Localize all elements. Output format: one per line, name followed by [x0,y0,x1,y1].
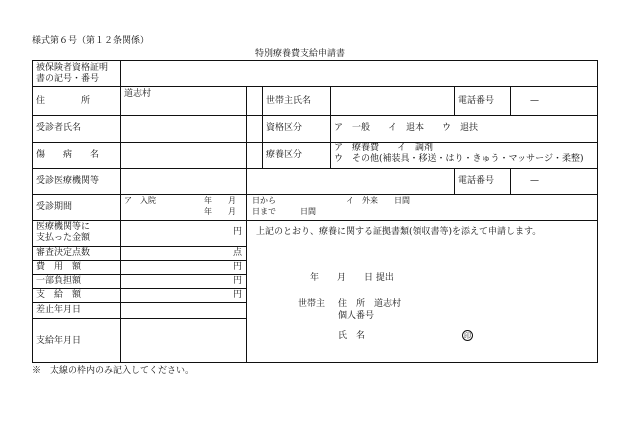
phone-value-1[interactable]: — [530,96,539,106]
row-line [32,318,246,319]
paid-label-1: 医療機関等に [36,222,91,232]
paid-label-2: 支払った金額 [36,233,91,243]
applicant-name-label: 氏 名 [338,331,366,341]
row-line [32,246,246,247]
seal-icon: 印 [464,332,471,340]
care-type-option-1[interactable]: ア 療養費 イ 調剤 [334,143,434,153]
row-line [32,220,598,221]
period-outpatient[interactable]: イ 外来 日間 [346,196,410,205]
insured-id-label-2: 書の記号・番号 [36,74,100,84]
col-line [454,86,455,115]
cost-label: 費 用 額 [36,262,82,272]
row-line [32,302,246,303]
points-label: 審査決定点数 [36,248,91,258]
disease-label: 傷 病 名 [36,150,100,160]
personal-number-label: 個人番号 [338,311,375,321]
head-label: 世帯主 [298,299,326,309]
applicant-address[interactable]: 住 所 道志村 [338,299,402,309]
col-line [510,86,511,115]
row-line [32,142,598,143]
form-number: 様式第６号（第１２条関係） [32,36,150,46]
col-line [246,86,247,363]
row-line [32,86,598,87]
payment-label: 支 給 額 [36,290,82,300]
footnote: ※ 太線の枠内のみ記入してください。 [32,366,195,376]
col-line [262,86,263,142]
payment-unit: 円 [233,290,243,300]
points-unit: 点 [233,248,243,258]
submit-date[interactable]: 年 月 日 提出 [310,273,394,283]
col-line [510,168,511,194]
period-to[interactable]: 年 月 日まで 日間 [204,207,316,216]
col-line [120,60,121,363]
address-label: 住 所 [36,96,91,106]
row-line [32,274,246,275]
row-line [32,115,598,116]
insured-id-label-1: 被保険者資格証明 [36,63,109,73]
row-line [32,288,246,289]
care-type-label: 療養区分 [266,150,303,160]
phone-label-2: 電話番号 [458,176,495,186]
period-inpatient[interactable]: ア 入院 [124,196,156,205]
head-name-label: 世帯主氏名 [266,96,312,106]
row-line [32,194,598,195]
phone-value-2[interactable]: — [530,176,539,186]
application-statement: 上記のとおり、療養に関する証拠書類(領収書等)を添えて申請します。 [256,227,542,237]
paid-unit: 円 [233,227,243,237]
eligibility-options[interactable]: ア 一般 イ 退本 ウ 退扶 [334,123,479,133]
period-label: 受診期間 [36,202,73,212]
col-line [262,142,263,168]
form-title: 特別療養費支給申請書 [255,49,346,59]
institution-label: 受診医療機関等 [36,176,100,186]
cost-unit: 円 [233,262,243,272]
address-value[interactable]: 道志村 [124,89,152,99]
col-line [330,86,331,142]
phone-label-1: 電話番号 [458,96,495,106]
col-line [454,168,455,194]
care-type-option-2[interactable]: ウ その他(補装具・移送・はり・きゅう・マッサージ・柔整) [334,154,584,164]
copay-label: 一部負担額 [36,276,82,286]
copay-unit: 円 [233,276,243,286]
row-line [32,260,246,261]
col-line [330,142,331,168]
stop-date-label: 差止年月日 [36,305,82,315]
row-line [32,168,598,169]
period-from[interactable]: 年 月 日から [204,196,276,205]
patient-name-label: 受診者氏名 [36,123,82,133]
eligibility-label: 資格区分 [266,123,303,133]
pay-date-label: 支給年月日 [36,336,82,346]
